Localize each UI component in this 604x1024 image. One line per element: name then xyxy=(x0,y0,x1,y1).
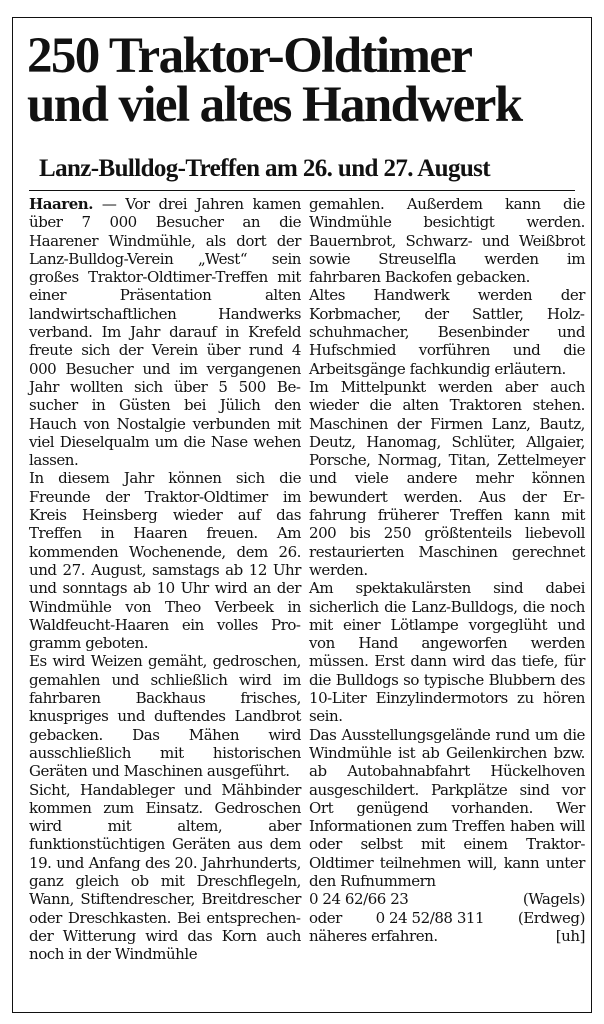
paragraph: In diesem Jahr können sich die Freunde der Traktor-Oldtimer im Kreis Heinsberg wieder auf das Treffen in Haaren freuen. Am kommenden Wochenende, dem 26. und 27. August, samstags ab 12 Uhr und sonntags ab 10 Uhr wird an der Windmühle von Theo Verbeek in Waldfeucht-Haaren ein volles Programm geboten. xyxy=(29,469,301,653)
phone-number: 0 24 52/88 311 xyxy=(375,908,485,927)
contact-name: (Erdweg) xyxy=(517,908,585,927)
article-column-left xyxy=(29,195,301,963)
phone-line-2 xyxy=(309,909,585,927)
author-signature: [uh] xyxy=(555,926,585,945)
dateline: Haaren. xyxy=(29,195,94,213)
paragraph: Das Ausstellungsgelände rund um die Windmühle ist ab Geilenkirchen bzw. ab Autobahnabfahrt Hückelhoven ausgeschildert. Parkplätze sind vor Ort genügend vorhanden. Wer Informationen zum Treffen haben will oder selbst mit einem Traktor-Oldtimer teilnehmen will, kann unter den Rufnummern xyxy=(309,725,585,890)
article-column-right xyxy=(309,195,585,945)
paragraph-text: — Vor drei Jahren kamen über 7 000 Besucher an die Haarener Windmühle, als dort der Lanz-Bulldog-Verein „West“ sein großes Traktor-Oldtimer-Treffen mit einer Präsentation alten landwirtschaftlichen Handwerks verband. Im Jahr darauf in Krefeld freute sich der Verein über rund 4 000 Besucher und im vergangenen Jahr wollten sich über 5 500 Besucher in Güsten bei Jülich den Hauch von Nostalgie verbunden mit viel Dieselqualm um die Nase wehen lassen. xyxy=(29,195,301,470)
paragraph: Sicht, Handableger und Mähbinder kommen zum Einsatz. Gedroschen wird mit altem, aber funktionstüchtigen Geräten aus dem 19. und Anfang des 20. Jahrhunderts, ganz gleich ob mit Dreschflegeln, Wann, Stiftendrescher, Breitdrescher oder Dreschkasten. Bei entsprechender Witterung wird das Korn auch noch in der Windmühle xyxy=(29,780,301,964)
paragraph: Altes Handwerk werden der Korbmacher, der Sattler, Holzschuhmacher, Besenbinder und Hufschmied vorführen und die Arbeitsgänge fachkundig erläutern. xyxy=(309,286,585,378)
headline-line-2: und viel altes Handwerk xyxy=(27,77,522,133)
paragraph xyxy=(29,195,301,469)
closing-line xyxy=(309,927,585,945)
phone-prefix: oder xyxy=(309,908,342,927)
subheadline: Lanz-Bulldog-Treffen am 26. und 27. August xyxy=(39,155,491,182)
phone-line-1 xyxy=(309,890,585,908)
paragraph: gemahlen. Außerdem kann die Windmühle besichtigt werden. Bauernbrot, Schwarz- und Weißbrot sowie Streuselfla werden im fahrbaren Backofen gebacken. xyxy=(309,195,585,287)
paragraph: Im Mittelpunkt werden aber auch wieder die alten Traktoren stehen. Maschinen der Firmen Lanz, Bautz, Deutz, Hanomag, Schlüter, Allgaier, Porsche, Normag, Titan, Zettelmeyer und viele andere mehr können bewundert werden. Aus der Erfahrung früherer Treffen kann mit 200 bis 250 größtenteils liebevoll restaurierten Maschinen gerechnet werden. xyxy=(309,377,585,579)
phone-number: 0 24 62/66 23 xyxy=(309,890,409,909)
contact-name: (Wagels) xyxy=(522,890,585,909)
paragraph: Es wird Weizen gemäht, gedroschen, gemahlen und schließlich wird im fahrbaren Backhaus frisches, knuspriges und duftendes Landbrot gebacken. Das Mähen wird ausschließlich mit historischen Geräten und Maschinen ausgeführt. xyxy=(29,652,301,781)
headline-line-1: 250 Traktor-Oldtimer xyxy=(27,28,472,84)
divider xyxy=(29,190,575,191)
paragraph: Am spektakulärsten sind dabei sicherlich die Lanz-Bulldogs, die noch mit einer Lötlampe vorgeglüht und von Hand angeworfen werden müssen. Erst dann wird das tiefe, für die Bulldogs so typische Blubbern des 10-Liter Einzylindermotors zu hören sein. xyxy=(309,579,585,726)
closing-text: näheres erfahren. xyxy=(309,926,438,945)
article-frame xyxy=(12,17,592,1013)
headline xyxy=(27,28,583,133)
